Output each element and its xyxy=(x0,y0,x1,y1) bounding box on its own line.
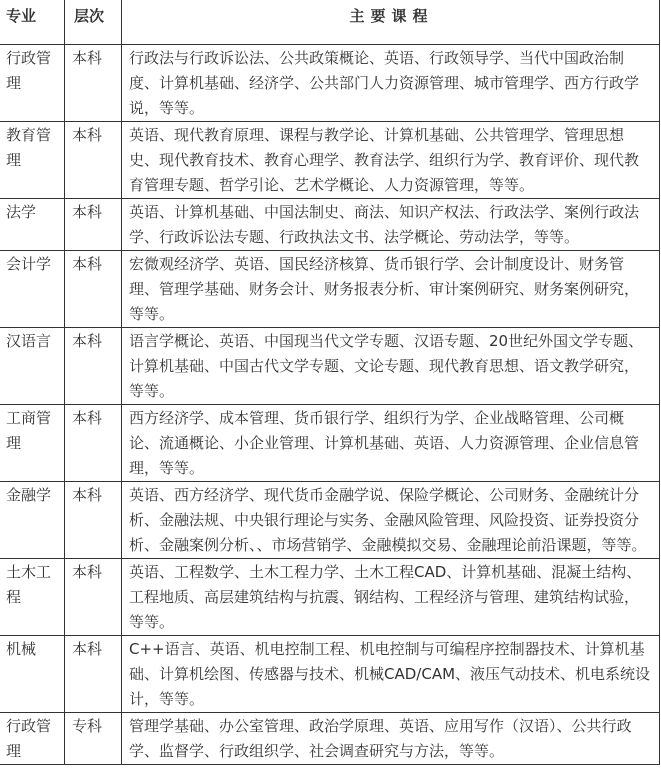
table-row xyxy=(0,251,660,328)
courses-cell: 西方经济学、成本管理、货币银行学、组织行为学、企业战略管理、公司概论、流通概论、小企业管理、计算机基础、英语、人力资源管理、企业信息管理，等等。 xyxy=(122,405,660,482)
courses-cell: 英语、现代教育原理、课程与教学论、计算机基础、公共管理学、管理思想史、现代教育技术、教育心理学、教育法学、组织行为学、教育评价、现代教育管理专题、哲学引论、艺术学概论、人力资源管理，等等。 xyxy=(122,122,660,199)
table-row xyxy=(0,328,660,405)
courses-cell: 行政法与行政诉讼法、公共政策概论、英语、行政领导学、当代中国政治制度、计算机基础、经济学、公共部门人力资源管理、城市管理学、西方行政学说，等等。 xyxy=(122,45,660,122)
courses-cell: 语言学概论、英语、中国现当代文学专题、汉语专题、20世纪外国文学专题、计算机基础、中国古代文学专题、文论专题、现代教育思想、语文教学研究，等等。 xyxy=(122,328,660,405)
table-row xyxy=(0,45,660,122)
level-cell: 本科 xyxy=(65,405,122,482)
level-cell: 本科 xyxy=(65,636,122,713)
table-header xyxy=(0,0,660,45)
header-row xyxy=(0,0,660,45)
header-major: 专业 xyxy=(0,0,65,45)
header-level: 层次 xyxy=(65,0,122,45)
major-cell: 行政管理 xyxy=(0,45,65,122)
courses-cell: C++语言、英语、机电控制工程、机电控制与可编程序控制器技术、计算机基础、计算机绘图、传感器与技术、机械CAD/CAM、液压气动技术、机电系统设计，等等。 xyxy=(122,636,660,713)
level-cell: 本科 xyxy=(65,482,122,559)
courses-cell: 宏微观经济学、英语、国民经济核算、货币银行学、会计制度设计、财务管理、管理学基础、财务会计、财务报表分析、审计案例研究、财务案例研究，等等。 xyxy=(122,251,660,328)
table-row xyxy=(0,199,660,251)
major-cell: 教育管理 xyxy=(0,122,65,199)
table-row xyxy=(0,636,660,713)
courses-cell: 英语、计算机基础、中国法制史、商法、知识产权法、行政法学、案例行政法学、行政诉讼法专题、行政执法文书、法学概论、劳动法学，等等。 xyxy=(122,199,660,251)
table-row xyxy=(0,405,660,482)
major-cell: 会计学 xyxy=(0,251,65,328)
level-cell: 本科 xyxy=(65,251,122,328)
courses-cell: 管理学基础、办公室管理、政治学原理、英语、应用写作（汉语）、公共行政学、监督学、行政组织学、社会调查研究与方法，等等。 xyxy=(122,713,660,765)
table-body xyxy=(0,45,660,765)
level-cell: 专科 xyxy=(65,713,122,765)
table-row xyxy=(0,559,660,636)
major-cell: 工商管理 xyxy=(0,405,65,482)
header-courses: 主要课程 xyxy=(122,0,660,45)
table-row xyxy=(0,482,660,559)
major-cell: 行政管理 xyxy=(0,713,65,765)
table-row xyxy=(0,122,660,199)
level-cell: 本科 xyxy=(65,559,122,636)
level-cell: 本科 xyxy=(65,122,122,199)
major-cell: 机械 xyxy=(0,636,65,713)
major-cell: 法学 xyxy=(0,199,65,251)
major-cell: 土木工程 xyxy=(0,559,65,636)
major-cell: 汉语言 xyxy=(0,328,65,405)
level-cell: 本科 xyxy=(65,199,122,251)
courses-cell: 英语、工程数学、土木工程力学、土木工程CAD、计算机基础、混凝土结构、工程地质、高层建筑结构与抗震、钢结构、工程经济与管理、建筑结构试验，等等。 xyxy=(122,559,660,636)
level-cell: 本科 xyxy=(65,45,122,122)
major-cell: 金融学 xyxy=(0,482,65,559)
table-row xyxy=(0,713,660,765)
level-cell: 本科 xyxy=(65,328,122,405)
courses-cell: 英语、西方经济学、现代货币金融学说、保险学概论、公司财务、金融统计分析、金融法规、中央银行理论与实务、金融风险管理、风险投资、证券投资分析、金融案例分析、、市场营销学、金融模拟交易、金融理论前沿课题，等等。 xyxy=(122,482,660,559)
